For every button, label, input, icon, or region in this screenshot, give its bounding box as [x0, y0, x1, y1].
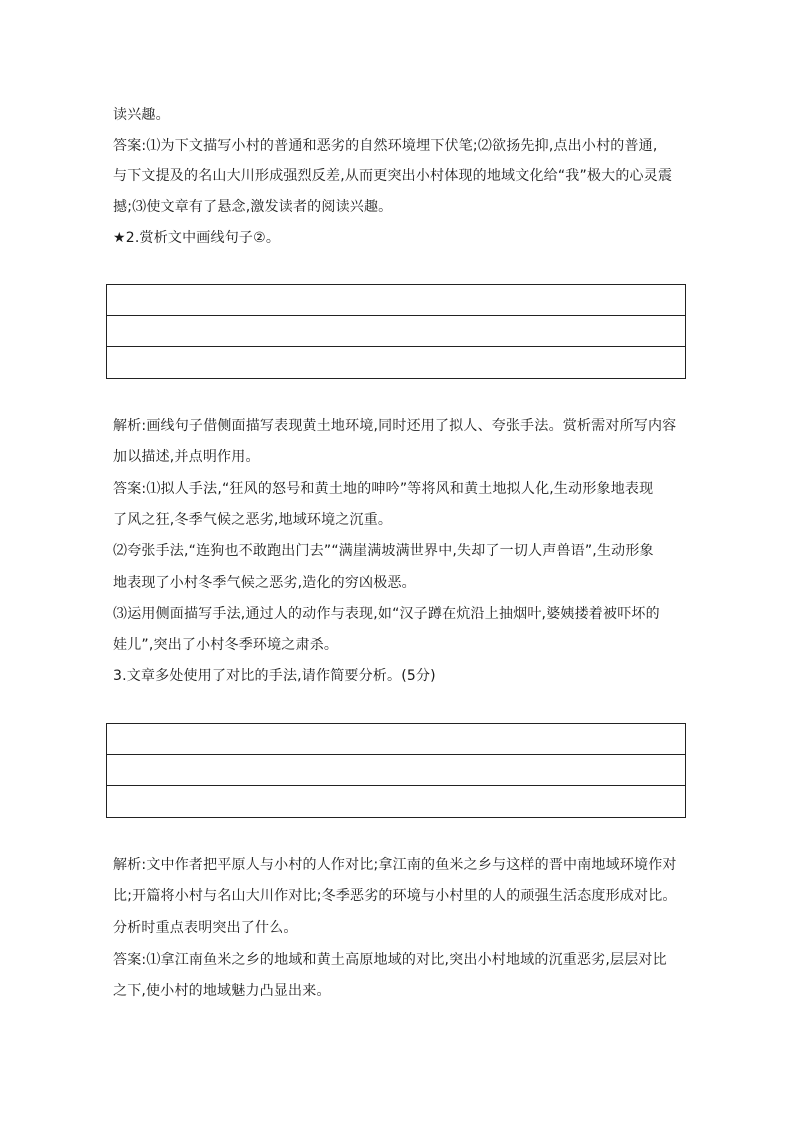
answer-box-q2[interactable] — [106, 284, 686, 379]
question-2-title: ★2.赏析文中画线句子②。 — [113, 230, 281, 246]
answer-row[interactable] — [107, 724, 685, 755]
answer-text-line: ⑵夸张手法,“连狗也不敢跑出门去”“满崖满坡满世界中,失却了一切人声兽语”,生动形象 — [113, 543, 654, 559]
answer-row[interactable] — [107, 755, 685, 786]
answer-text-line: 答案:⑴拿江南鱼米之乡的地域和黄土高原地域的对比,突出小村地域的沉重恶劣,层层对比 — [113, 952, 667, 968]
analysis-text-line: 比;开篇将小村与名山大川作对比;冬季恶劣的环境与小村里的人的顽强生活态度形成对比。 — [113, 888, 677, 904]
analysis-text-line: 加以描述,并点明作用。 — [113, 449, 260, 465]
analysis-text-line: 分析时重点表明突出了什么。 — [113, 920, 298, 936]
answer-row[interactable] — [107, 316, 685, 347]
answer-row[interactable] — [107, 285, 685, 316]
answer-text-line: ⑶运用侧面描写手法,通过人的动作与表现,如“汉子蹲在炕沿上抽烟叶,婆姨搂着被吓坏的 — [113, 606, 660, 622]
answer-text-line: 地表现了小村冬季气候之恶劣,造化的穷凶极恶。 — [113, 575, 416, 591]
answer-text-line: 了风之狂,冬季气候之恶劣,地域环境之沉重。 — [113, 512, 393, 528]
text-line: 读兴趣。 — [113, 107, 170, 123]
answer-text-line: 答案:⑴为下文描写小村的普通和恶劣的自然环境埋下伏笔;⑵欲扬先抑,点出小村的普通, — [113, 138, 658, 154]
answer-box-q3[interactable] — [106, 723, 686, 818]
analysis-text-line: 解析:画线句子借侧面描写表现黄土地环境,同时还用了拟人、夸张手法。赏析需对所写内容 — [113, 418, 677, 434]
answer-text-line: 之下,使小村的地域魅力凸显出来。 — [113, 983, 331, 999]
answer-text-line: 答案:⑴拟人手法,“狂风的怒号和黄土地的呻吟”等将风和黄土地拟人化,生动形象地表现 — [113, 481, 654, 497]
question-3-title: 3.文章多处使用了对比的手法,请作简要分析。(5分) — [113, 668, 436, 684]
analysis-text-line: 解析:文中作者把平原人与小村的人作对比;拿江南的鱼米之乡与这样的晋中南地域环境作对 — [113, 857, 677, 873]
answer-row[interactable] — [107, 786, 685, 817]
answer-row[interactable] — [107, 347, 685, 378]
answer-text-line: 与下文提及的名山大川形成强烈反差,从而更突出小村体现的地域文化给“我”极大的心灵震 — [113, 168, 673, 184]
answer-text-line: 撼;⑶使文章有了悬念,激发读者的阅读兴趣。 — [113, 199, 393, 215]
answer-text-line: 娃儿”,突出了小村冬季环境之肃杀。 — [113, 637, 339, 653]
